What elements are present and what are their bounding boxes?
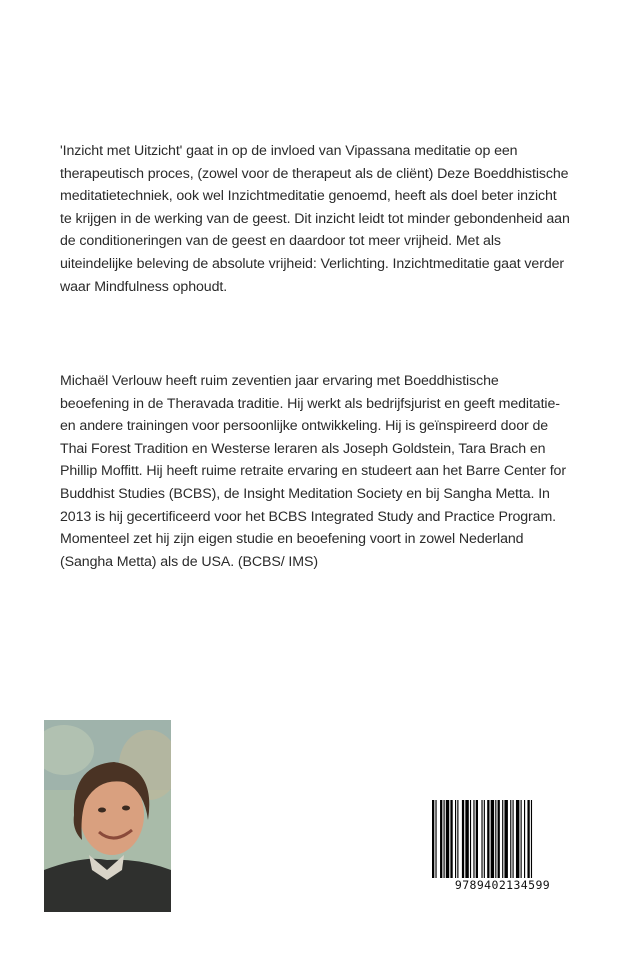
barcode-bar [491,800,494,878]
barcode-bar [513,800,514,878]
book-description: 'Inzicht met Uitzicht' gaat in op de invloed van Vipassana meditatie op een therapeutisch proces, (zowel voor de therapeut als de cliënt) Deze Boeddhistische meditatietechniek, ook wel Inzichtmeditatie genoemd, heeft als doel beter inzicht te krijgen in de werking van de geest. Dit inzicht leidt tot minder gebondenheid aan de conditioneringen van de geest en daardoor tot meer vrijheid. Met als uiteindelijke beleving de absolute vrijheid: Verlichting. Inzichtmeditatie gaat verder waar Mindfulness ophoudt. [60,143,570,295]
barcode-bar [440,800,442,878]
barcode-bar [487,800,489,878]
barcode-bar [521,800,522,878]
barcode-bar [476,800,478,878]
barcode-bar [516,800,519,878]
barcode-bar [510,800,511,878]
barcode-bar [457,800,458,878]
barcode-bar [465,800,468,878]
barcode-bar [504,800,507,878]
barcode-bar [484,800,485,878]
barcode-bar [470,800,471,878]
barcode-bar [527,800,529,878]
barcode-bar [481,800,482,878]
barcode-bar [498,800,500,878]
barcode-bar [502,800,503,878]
author-photo [44,720,171,912]
barcode-bar [432,800,434,878]
isbn-number: 9789402134599 [454,878,551,892]
barcode-bar [462,800,464,878]
barcode-bar [495,800,496,878]
barcode-bar [444,800,445,878]
barcode-bars-icon [430,800,575,878]
author-portrait-icon [44,720,171,912]
author-bio: Michaël Verlouw heeft ruim zeventien jaar ervaring met Boeddhistische beoefening in de Theravada traditie. Hij werkt als bedrijfsjurist en geeft meditatie- en andere trainingen voor persoonlijke ontwikkeling. Hij is geïnspireerd door de Thai Forest Tradition en Westerse leraren als Joseph Goldstein, Tara Brach en Phillip Moffitt. Hij heeft ruime retraite ervaring en studeert aan het Barre Center for Buddhist Studies (BCBS), de Insight Meditation Society en bij Sangha Metta. In 2013 is hij gecertificeerd voor het BCBS Integrated Study and Practice Program. Momenteel zet hij zijn eigen studie en beoefening voort in zowel Nederland (Sangha Metta) als de USA. (BCBS/ IMS) [60,373,566,570]
barcode-bar [531,800,532,878]
barcode-bar [435,800,436,878]
barcode-bar [473,800,474,878]
barcode-bar [450,800,452,878]
barcode-bar [524,800,525,878]
barcode-bar [455,800,456,878]
barcode-bar [446,800,449,878]
